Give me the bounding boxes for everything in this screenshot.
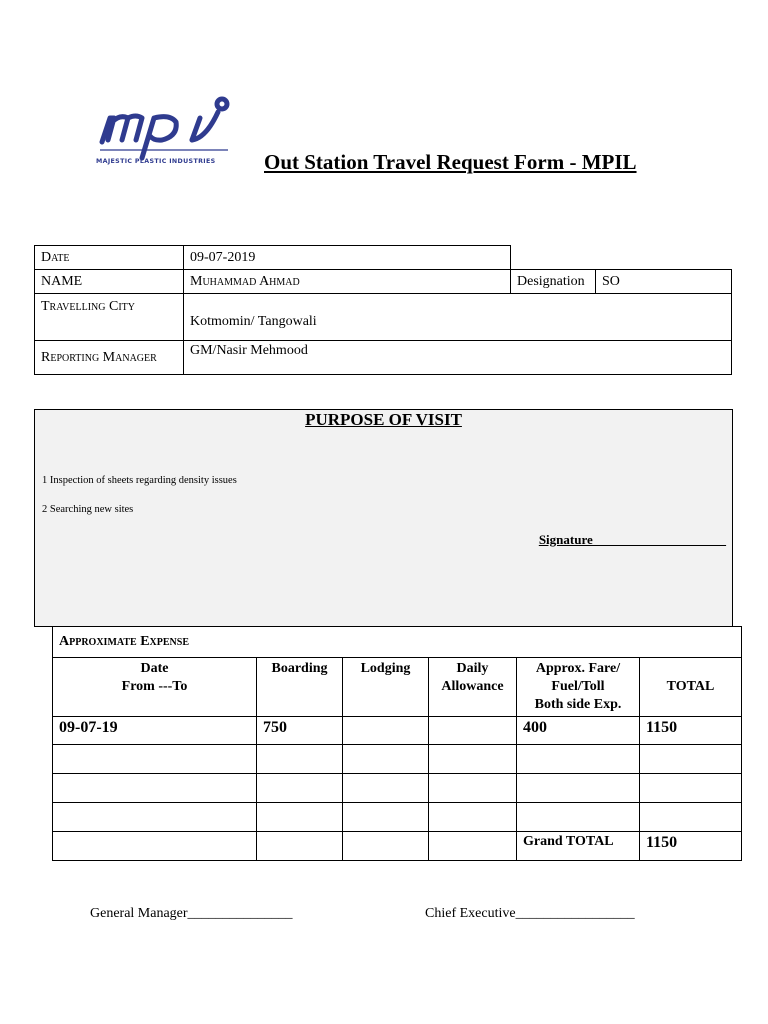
- manager-value: GM/Nasir Mehmood: [184, 341, 732, 375]
- table-row: [53, 803, 742, 832]
- header-boarding: Boarding: [257, 658, 343, 717]
- header-daily-allowance: Daily Allowance: [429, 658, 517, 717]
- manager-label: Reporting Manager: [35, 341, 184, 375]
- name-label: NAME: [35, 270, 184, 294]
- purpose-title: PURPOSE OF VISIT: [305, 410, 462, 429]
- row-total: 1150: [640, 717, 742, 745]
- expense-caption: Approximate Expense: [53, 627, 742, 658]
- row-lodging: [343, 717, 429, 745]
- row-date: 09-07-19: [53, 717, 257, 745]
- signature-line: Signature ____________________: [538, 532, 726, 547]
- designation-value: SO: [596, 270, 732, 294]
- city-value: Kotmomin/ Tangowali: [184, 294, 732, 341]
- row-fare: 400: [517, 717, 640, 745]
- logo-caption: MAJESTIC PLASTIC INDUSTRIES: [96, 158, 216, 165]
- header-date: Date From ---To: [53, 658, 257, 717]
- name-value: Muhammad Ahmad: [184, 270, 511, 294]
- table-row: [53, 717, 742, 745]
- expense-table: [52, 626, 742, 861]
- designation-label: Designation: [511, 270, 596, 294]
- purpose-box: [34, 409, 733, 627]
- date-value: 09-07-2019: [184, 246, 511, 270]
- header-lodging: Lodging: [343, 658, 429, 717]
- city-label: Travelling City: [35, 294, 184, 341]
- purpose-item: 1 Inspection of sheets regarding density issues: [42, 475, 237, 486]
- date-label: Date: [35, 246, 184, 270]
- row-boarding: 750: [257, 717, 343, 745]
- blank-cell: [511, 246, 732, 270]
- table-row: [53, 745, 742, 774]
- grand-total-label: Grand TOTAL: [517, 832, 640, 861]
- page-title: Out Station Travel Request Form - MPIL: [264, 150, 637, 174]
- table-row: [53, 774, 742, 803]
- grand-total-row: [53, 832, 742, 861]
- header-fare: Approx. Fare/ Fuel/Toll Both side Exp.: [517, 658, 640, 717]
- chief-executive-signature: Chief Executive_________________: [425, 906, 635, 921]
- general-manager-signature: General Manager_______________: [90, 906, 293, 921]
- purpose-item: 2 Searching new sites: [42, 504, 134, 515]
- row-daily: [429, 717, 517, 745]
- grand-total-value: 1150: [640, 832, 742, 861]
- header-total: TOTAL: [640, 658, 742, 717]
- info-table: [34, 245, 732, 375]
